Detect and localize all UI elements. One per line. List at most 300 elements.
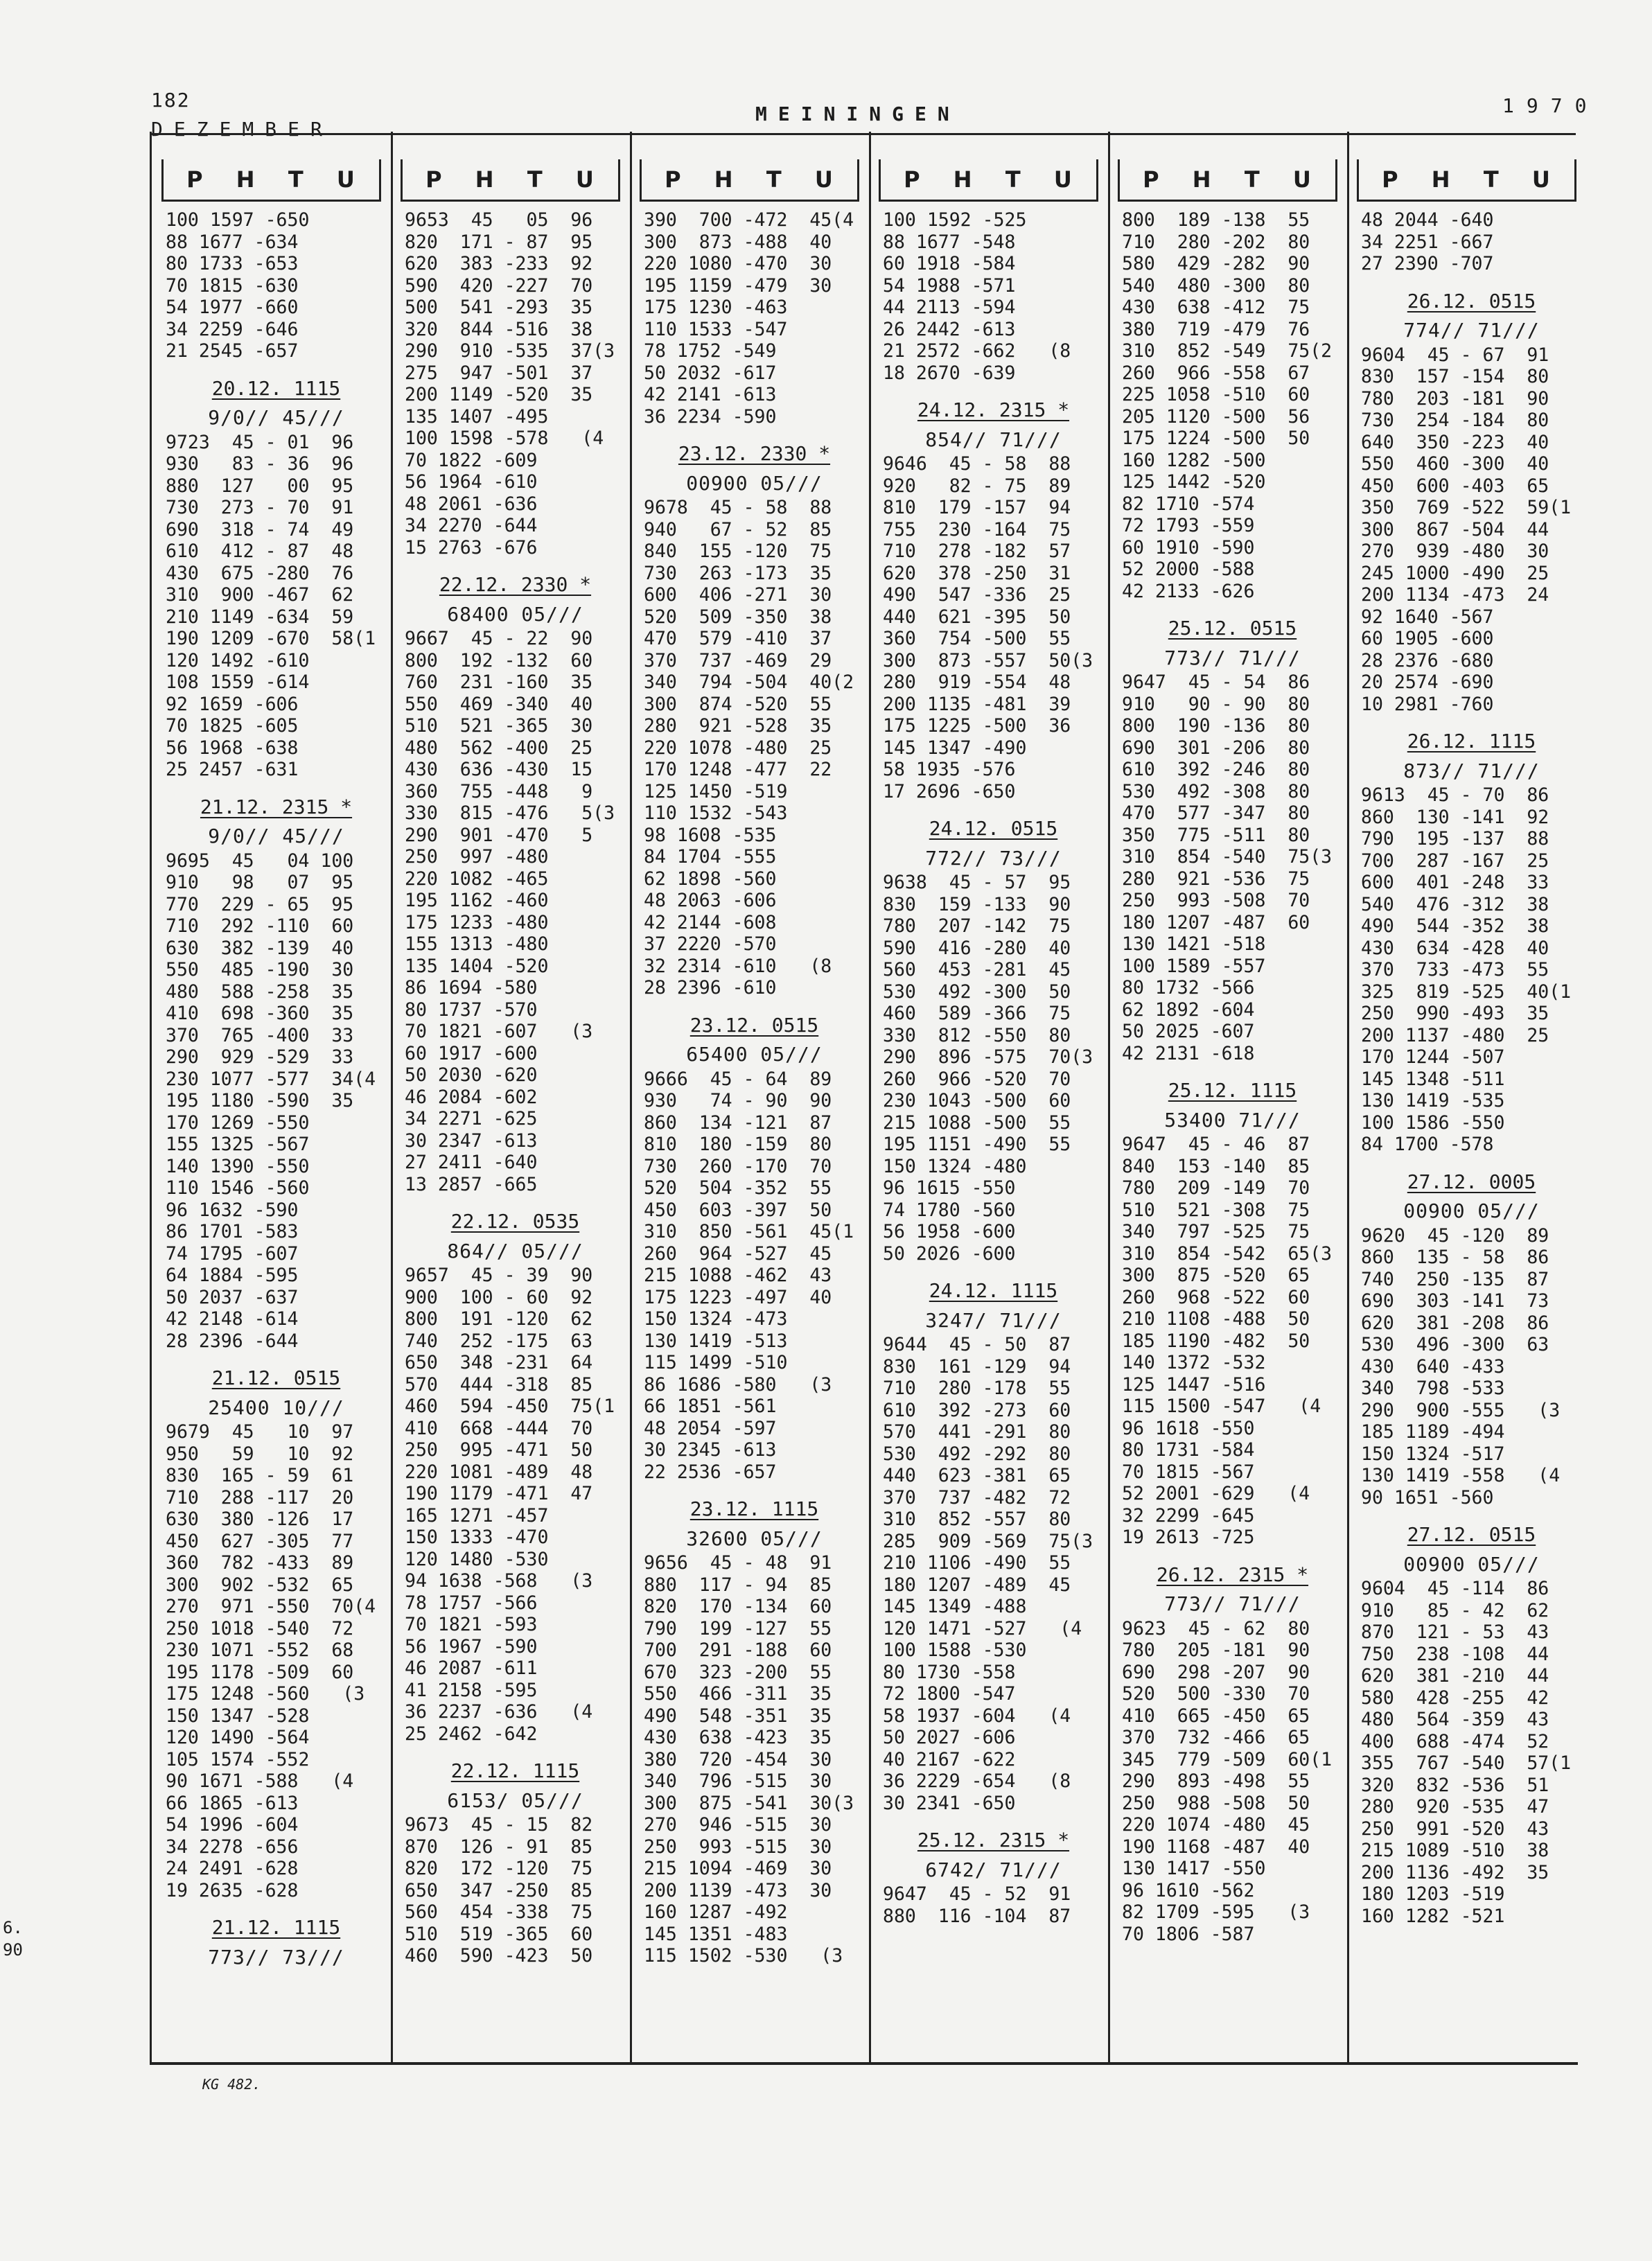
column-divider (391, 132, 393, 2062)
table-row: 650 347 -250 85 (405, 1879, 593, 1901)
observation-header (1122, 1064, 1343, 1131)
table-row: 670 323 -200 55 (644, 1661, 832, 1683)
table-row: 20 2574 -690 (1361, 671, 1494, 693)
table-row: 140 1372 -532 (1122, 1352, 1266, 1373)
margin-mark: 6. (3, 1918, 23, 1937)
table-row: 760 231 -160 35 (405, 671, 593, 693)
table-row: 440 623 -381 65 (883, 1465, 1071, 1486)
table-row: 17 2696 -650 (883, 780, 1016, 802)
observation-date-time: 26.12. 2315 * (1156, 1563, 1309, 1586)
table-row: 30 2347 -613 (405, 1129, 538, 1152)
data-column (630, 132, 869, 2062)
table-row: 370 765 -400 33 (166, 1024, 354, 1046)
table-row: 460 590 -423 50 (405, 1945, 593, 1967)
table-row: 62 1892 -604 (1122, 998, 1255, 1021)
table-row: 50 2037 -637 (166, 1286, 299, 1308)
table-row: 360 754 -500 55 (883, 628, 1071, 649)
table-row: 540 480 -300 80 (1122, 274, 1310, 297)
column-header-label: P (186, 166, 204, 193)
table-row: 430 638 -412 75 (1122, 297, 1310, 318)
table-row: 105 1574 -552 (166, 1748, 310, 1770)
observation-date-time: 25.12. 2315 * (917, 1829, 1070, 1851)
column-header-label: U (1531, 166, 1552, 193)
year-label: 1970 (1502, 94, 1599, 117)
observation-date-time: 24.12. 1115 (929, 1279, 1058, 1302)
column-divider (1108, 132, 1110, 2062)
observation-header (166, 781, 387, 847)
observation-date-time: 21.12. 0515 (211, 1366, 341, 1389)
column-header-label: T (1483, 166, 1500, 193)
table-row: 340 794 -504 40(2 (644, 671, 854, 693)
table-row: 285 909 -569 75(3 (883, 1530, 1093, 1552)
table-row: 260 966 -558 67 (1122, 362, 1310, 384)
table-row: 650 348 -231 64 (405, 1352, 593, 1373)
table-row: 530 492 -292 80 (883, 1443, 1071, 1465)
table-row: 530 492 -300 50 (883, 980, 1071, 1003)
table-row: 860 135 - 58 86 (1361, 1247, 1549, 1268)
table-row: 280 921 -528 35 (644, 715, 832, 737)
table-row: 74 1795 -607 (166, 1242, 299, 1265)
column-header-label: T (766, 166, 783, 193)
table-row: 9620 45 -120 89 (1361, 1224, 1549, 1247)
table-row: 300 873 -488 40 (644, 231, 832, 253)
observation-header (644, 1483, 865, 1549)
column-header (640, 159, 859, 202)
table-row: 80 1732 -566 (1122, 977, 1255, 998)
table-row: 165 1271 -457 (405, 1504, 549, 1527)
table-row: 400 688 -474 52 (1361, 1730, 1549, 1752)
table-row: 430 638 -423 35 (644, 1727, 832, 1748)
table-row: 780 205 -181 90 (1122, 1639, 1310, 1661)
table-row: 58 1937 -604 (4 (883, 1705, 1071, 1727)
observation-code: 773// 73/// (208, 1945, 344, 1969)
column-divider (1347, 132, 1349, 2062)
table-row: 220 1080 -470 30 (644, 253, 832, 274)
table-row: 28 2396 -644 (166, 1330, 299, 1352)
table-row: 50 2032 -617 (644, 362, 777, 384)
observation-code: 53400 71/// (1164, 1108, 1301, 1132)
table-row: 60 1910 -590 (1122, 536, 1255, 558)
table-row: 27 2411 -640 (405, 1152, 538, 1173)
table-row: 270 939 -480 30 (1361, 540, 1549, 562)
table-row: 130 1417 -550 (1122, 1858, 1266, 1879)
form-code: KG 482. (202, 2076, 261, 2093)
table-row: 820 172 -120 75 (405, 1858, 593, 1879)
column-header-label: P (1382, 166, 1400, 193)
observation-code: 65400 05/// (686, 1043, 823, 1066)
table-row: 250 988 -508 50 (1122, 1792, 1310, 1814)
observation-date-time: 23.12. 0515 (689, 1013, 819, 1037)
table-row: 66 1851 -561 (644, 1396, 777, 1417)
table-row: 32 2299 -645 (1122, 1504, 1255, 1527)
table-row: 710 280 -178 55 (883, 1378, 1071, 1399)
table-row: 110 1532 -543 (644, 802, 788, 824)
table-row: 260 964 -527 45 (644, 1242, 832, 1265)
observation-date-time: 22.12. 2330 * (439, 573, 592, 596)
observation-header (883, 384, 1104, 450)
table-row: 84 1700 -578 (1361, 1134, 1494, 1155)
table-row: 840 153 -140 85 (1122, 1155, 1310, 1177)
table-row: 830 157 -154 80 (1361, 366, 1549, 387)
table-row: 48 2061 -636 (405, 493, 538, 515)
table-row: 250 1018 -540 72 (166, 1617, 354, 1639)
table-row: 15 2763 -676 (405, 536, 538, 558)
table-row: 56 1964 -610 (405, 471, 538, 493)
table-row: 72 1800 -547 (883, 1683, 1016, 1705)
table-row: 125 1442 -520 (1122, 471, 1266, 493)
table-row: 570 444 -318 85 (405, 1373, 593, 1396)
table-row: 290 901 -470 5 (405, 824, 593, 846)
observation-date-time: 21.12. 2315 * (200, 795, 353, 818)
table-row: 510 521 -365 30 (405, 715, 593, 737)
column-header-label: P (1143, 166, 1161, 193)
table-row: 290 910 -535 37(3 (405, 340, 615, 362)
table-row: 440 621 -395 50 (883, 606, 1071, 628)
column-divider (630, 132, 632, 2062)
observation-date-time: 26.12. 1115 (1407, 730, 1536, 753)
table-row: 155 1325 -567 (166, 1134, 310, 1155)
table-row: 275 947 -501 37 (405, 362, 593, 384)
column-header-label: P (665, 166, 683, 193)
observation-header (1361, 715, 1582, 782)
table-row: 9673 45 - 15 82 (405, 1814, 593, 1836)
table-row: 100 1592 -525 (883, 209, 1027, 231)
table-row: 48 2054 -597 (644, 1417, 777, 1439)
table-row: 710 280 -202 80 (1122, 231, 1310, 253)
table-row: 98 1608 -535 (644, 824, 777, 846)
column-body (1361, 209, 1582, 1927)
table-row: 120 1490 -564 (166, 1727, 310, 1748)
observation-header (883, 1814, 1104, 1881)
table-row: 108 1559 -614 (166, 671, 310, 693)
table-row: 710 278 -182 57 (883, 540, 1071, 562)
table-row: 96 1632 -590 (166, 1199, 299, 1221)
table-row: 630 382 -139 40 (166, 937, 354, 959)
table-row: 92 1640 -567 (1361, 606, 1494, 628)
table-row: 145 1348 -511 (1361, 1068, 1505, 1090)
table-row: 135 1404 -520 (405, 955, 549, 977)
data-column (1347, 132, 1586, 2062)
table-row: 135 1407 -495 (405, 405, 549, 428)
table-row: 34 2278 -656 (166, 1836, 299, 1858)
table-row: 70 1822 -609 (405, 449, 538, 471)
table-row: 9638 45 - 57 95 (883, 872, 1071, 893)
table-row: 19 2635 -628 (166, 1879, 299, 1901)
table-row: 740 250 -135 87 (1361, 1268, 1549, 1290)
table-row: 80 1731 -584 (1122, 1439, 1255, 1461)
table-row: 9644 45 - 50 87 (883, 1334, 1071, 1355)
table-row: 96 1618 -550 (1122, 1417, 1255, 1439)
column-header-label: T (1244, 166, 1261, 193)
table-row: 780 203 -181 90 (1361, 387, 1549, 410)
table-row: 9647 45 - 54 86 (1122, 671, 1310, 693)
table-row: 250 995 -471 50 (405, 1439, 593, 1461)
table-row: 170 1244 -507 (1361, 1046, 1505, 1068)
table-row: 150 1324 -517 (1361, 1443, 1505, 1465)
table-row: 82 1710 -574 (1122, 493, 1255, 515)
observation-code: 00900 05/// (1403, 1199, 1540, 1222)
table-row: 930 74 - 90 90 (644, 1090, 832, 1111)
table-row: 130 1421 -518 (1122, 933, 1266, 955)
column-header (879, 159, 1098, 202)
table-row: 790 195 -137 88 (1361, 828, 1549, 850)
table-row: 18 2670 -639 (883, 362, 1016, 384)
table-row: 90 1671 -588 (4 (166, 1770, 354, 1792)
table-row: 310 900 -467 62 (166, 584, 354, 606)
table-row: 48 2063 -606 (644, 890, 777, 911)
table-row: 9604 45 - 67 91 (1361, 344, 1549, 366)
table-row: 590 416 -280 40 (883, 937, 1071, 959)
table-row: 480 564 -359 43 (1361, 1709, 1549, 1730)
table-row: 56 1967 -590 (405, 1635, 538, 1657)
table-row: 245 1000 -490 25 (1361, 562, 1549, 584)
observation-code: 00900 05/// (1403, 1552, 1540, 1576)
table-row: 910 90 - 90 80 (1122, 693, 1310, 715)
table-row: 175 1224 -500 50 (1122, 428, 1310, 449)
observation-date-time: 22.12. 1115 (450, 1759, 580, 1782)
table-row: 260 968 -522 60 (1122, 1286, 1310, 1308)
table-row: 200 1149 -520 35 (405, 384, 593, 405)
table-row: 310 854 -540 75(3 (1122, 846, 1333, 868)
table-row: 200 1135 -481 39 (883, 693, 1071, 715)
table-row: 690 298 -207 90 (1122, 1661, 1310, 1683)
table-row: 830 159 -133 90 (883, 893, 1071, 915)
table-row: 56 1968 -638 (166, 737, 299, 759)
table-row: 370 737 -482 72 (883, 1486, 1071, 1508)
table-row: 320 844 -516 38 (405, 318, 593, 340)
table-row: 9678 45 - 58 88 (644, 497, 832, 518)
table-row: 48 2044 -640 (1361, 209, 1494, 231)
table-row: 34 2271 -625 (405, 1108, 538, 1129)
table-row: 310 852 -549 75(2 (1122, 340, 1333, 362)
table-row: 930 83 - 36 96 (166, 453, 354, 475)
column-header-label: H (714, 166, 735, 193)
table-row: 60 1918 -584 (883, 253, 1016, 274)
observation-code: 864// 05/// (447, 1239, 583, 1263)
table-row: 50 2026 -600 (883, 1242, 1016, 1265)
column-header-label: H (236, 166, 256, 193)
table-row: 410 665 -450 65 (1122, 1705, 1310, 1727)
table-row: 96 1610 -562 (1122, 1879, 1255, 1901)
observation-header (1361, 275, 1582, 342)
table-row: 880 116 -104 87 (883, 1905, 1071, 1927)
table-row: 215 1089 -510 38 (1361, 1840, 1549, 1861)
observation-date-time: 23.12. 1115 (689, 1497, 819, 1520)
table-row: 290 893 -498 55 (1122, 1770, 1310, 1792)
table-row: 185 1189 -494 (1361, 1421, 1505, 1443)
table-row: 520 500 -330 70 (1122, 1683, 1310, 1705)
observation-code: 68400 05/// (447, 602, 583, 626)
table-row: 880 117 - 94 85 (644, 1574, 832, 1596)
table-row: 880 127 00 95 (166, 475, 354, 497)
table-row: 9623 45 - 62 80 (1122, 1617, 1310, 1639)
table-row: 21 2572 -662 (8 (883, 340, 1071, 362)
table-row: 560 453 -281 45 (883, 959, 1071, 980)
table-row: 195 1178 -509 60 (166, 1661, 354, 1683)
observation-code: 00900 05/// (686, 471, 823, 495)
table-row: 870 121 - 53 43 (1361, 1621, 1549, 1643)
table-row: 37 2220 -570 (644, 933, 777, 955)
table-row: 185 1190 -482 50 (1122, 1330, 1310, 1352)
column-header-label: U (1292, 166, 1312, 193)
table-row: 580 429 -282 90 (1122, 253, 1310, 274)
table-row: 860 134 -121 87 (644, 1111, 832, 1134)
observation-header (1361, 1156, 1582, 1222)
margin-mark: 90 (3, 1940, 23, 1960)
table-row: 250 991 -520 43 (1361, 1818, 1549, 1840)
page-number: 182 (151, 89, 191, 112)
observation-header (883, 1265, 1104, 1331)
table-row: 620 378 -250 31 (883, 562, 1071, 584)
table-row: 800 191 -120 62 (405, 1308, 593, 1330)
table-row: 60 1917 -600 (405, 1042, 538, 1064)
table-row: 410 668 -444 70 (405, 1417, 593, 1439)
table-row: 480 588 -258 35 (166, 980, 354, 1003)
column-body (405, 209, 626, 1967)
table-row: 380 719 -479 76 (1122, 318, 1310, 340)
table-row: 100 1597 -650 (166, 209, 310, 231)
table-row: 46 2087 -611 (405, 1657, 538, 1679)
table-row: 820 171 - 87 95 (405, 231, 593, 253)
table-row: 280 921 -536 75 (1122, 868, 1310, 890)
table-row: 345 779 -509 60(1 (1122, 1748, 1333, 1770)
table-row: 9695 45 04 100 (166, 850, 354, 872)
table-row: 190 1168 -487 40 (1122, 1836, 1310, 1858)
table-row: 54 1977 -660 (166, 297, 299, 318)
table-row: 64 1884 -595 (166, 1265, 299, 1286)
table-row: 190 1209 -670 58(1 (166, 628, 376, 649)
observation-code: 9/0// 45/// (208, 825, 344, 847)
observation-header (644, 428, 865, 494)
column-body (1122, 209, 1343, 1945)
table-row: 80 1733 -653 (166, 253, 299, 274)
table-row: 80 1737 -570 (405, 998, 538, 1021)
table-row: 470 577 -347 80 (1122, 802, 1310, 824)
table-row: 450 600 -403 65 (1361, 475, 1549, 497)
observation-code: 6742/ 71/// (925, 1858, 1062, 1881)
column-header (1118, 159, 1337, 202)
column-header-label: H (1192, 166, 1213, 193)
table-row: 9666 45 - 64 89 (644, 1068, 832, 1090)
table-row: 205 1120 -500 56 (1122, 405, 1310, 428)
table-row: 78 1757 -566 (405, 1592, 538, 1614)
month-label: DEZEMBER (151, 118, 333, 141)
table-row: 90 1651 -560 (1361, 1486, 1494, 1508)
observation-header (883, 802, 1104, 869)
table-row: 350 775 -511 80 (1122, 824, 1310, 846)
table-row: 910 98 07 95 (166, 872, 354, 893)
table-row: 730 254 -184 80 (1361, 410, 1549, 431)
table-row: 36 2234 -590 (644, 405, 777, 428)
table-row: 330 815 -476 5(3 (405, 802, 615, 824)
table-row: 145 1349 -488 (883, 1596, 1027, 1617)
table-row: 25 2457 -631 (166, 759, 299, 780)
table-row: 480 562 -400 25 (405, 737, 593, 759)
table-row: 690 318 - 74 49 (166, 518, 354, 540)
table-row: 170 1248 -477 22 (644, 759, 832, 780)
table-row: 590 420 -227 70 (405, 274, 593, 297)
table-row: 730 273 - 70 91 (166, 497, 354, 518)
table-row: 150 1324 -473 (644, 1308, 788, 1330)
table-row: 50 2027 -606 (883, 1727, 1016, 1748)
table-row: 840 155 -120 75 (644, 540, 832, 562)
table-row: 175 1233 -480 (405, 911, 549, 933)
table-row: 94 1638 -568 (3 (405, 1570, 593, 1592)
table-row: 50 2030 -620 (405, 1064, 538, 1086)
observation-code: 25400 10/// (208, 1396, 344, 1419)
table-row: 940 67 - 52 85 (644, 518, 832, 540)
observation-date-time: 24.12. 0515 (929, 817, 1058, 840)
table-row: 430 640 -433 (1361, 1355, 1505, 1378)
table-row: 210 1106 -490 55 (883, 1552, 1071, 1574)
table-row: 250 993 -515 30 (644, 1836, 832, 1858)
table-row: 530 496 -300 63 (1361, 1334, 1549, 1355)
observation-code: 873// 71/// (1403, 759, 1540, 782)
table-row: 710 288 -117 20 (166, 1486, 354, 1508)
table-row: 770 229 - 65 95 (166, 893, 354, 915)
table-row: 34 2259 -646 (166, 318, 299, 340)
table-row: 175 1248 -560 (3 (166, 1683, 365, 1705)
table-row: 44 2113 -594 (883, 297, 1016, 318)
column-body (166, 209, 387, 1971)
table-row: 610 412 - 87 48 (166, 540, 354, 562)
column-header-label: T (288, 166, 305, 193)
table-row: 88 1677 -634 (166, 231, 299, 253)
table-row: 24 2491 -628 (166, 1858, 299, 1879)
table-row: 640 350 -223 40 (1361, 431, 1549, 453)
table-row: 360 782 -433 89 (166, 1552, 354, 1574)
table-row: 510 519 -365 60 (405, 1923, 593, 1945)
column-header-label: H (475, 166, 495, 193)
table-row: 30 2345 -613 (644, 1439, 777, 1461)
table-row: 9657 45 - 39 90 (405, 1265, 593, 1286)
table-row: 550 469 -340 40 (405, 693, 593, 715)
table-row: 250 993 -508 70 (1122, 890, 1310, 911)
table-row: 155 1313 -480 (405, 933, 549, 955)
observation-code: 773// 71/// (1164, 1592, 1301, 1615)
table-row: 175 1223 -497 40 (644, 1286, 832, 1308)
table-row: 430 675 -280 76 (166, 562, 354, 584)
data-column (152, 132, 391, 2062)
table-row: 22 2536 -657 (644, 1461, 777, 1483)
table-row: 70 1815 -630 (166, 274, 299, 297)
table-row: 150 1324 -480 (883, 1155, 1027, 1177)
table-row: 580 428 -255 42 (1361, 1687, 1549, 1709)
observation-header (1122, 602, 1343, 669)
table-row: 42 2141 -613 (644, 384, 777, 405)
table-row: 550 485 -190 30 (166, 959, 354, 980)
table-row: 21 2545 -657 (166, 340, 299, 362)
table-row: 42 2133 -626 (1122, 580, 1255, 602)
table-row: 130 1419 -535 (1361, 1090, 1505, 1111)
observation-date-time: 23.12. 2330 * (678, 442, 831, 465)
table-row: 500 541 -293 35 (405, 297, 593, 318)
observation-date-time: 21.12. 1115 (211, 1916, 341, 1939)
table-row: 350 769 -522 59(1 (1361, 497, 1572, 518)
table-row: 710 292 -110 60 (166, 915, 354, 937)
table-row: 340 796 -515 30 (644, 1770, 832, 1792)
column-header-label: U (575, 166, 595, 193)
observation-header (644, 999, 865, 1066)
table-row: 290 929 -529 33 (166, 1046, 354, 1068)
table-row: 84 1704 -555 (644, 846, 777, 868)
observation-code: 6153/ 05/// (447, 1788, 583, 1812)
table-row: 42 2148 -614 (166, 1308, 299, 1330)
table-row: 36 2237 -636 (4 (405, 1701, 593, 1723)
table-row: 180 1207 -487 60 (1122, 911, 1310, 933)
column-header-label: P (425, 166, 443, 193)
table-row: 290 900 -555 (3 (1361, 1399, 1561, 1421)
